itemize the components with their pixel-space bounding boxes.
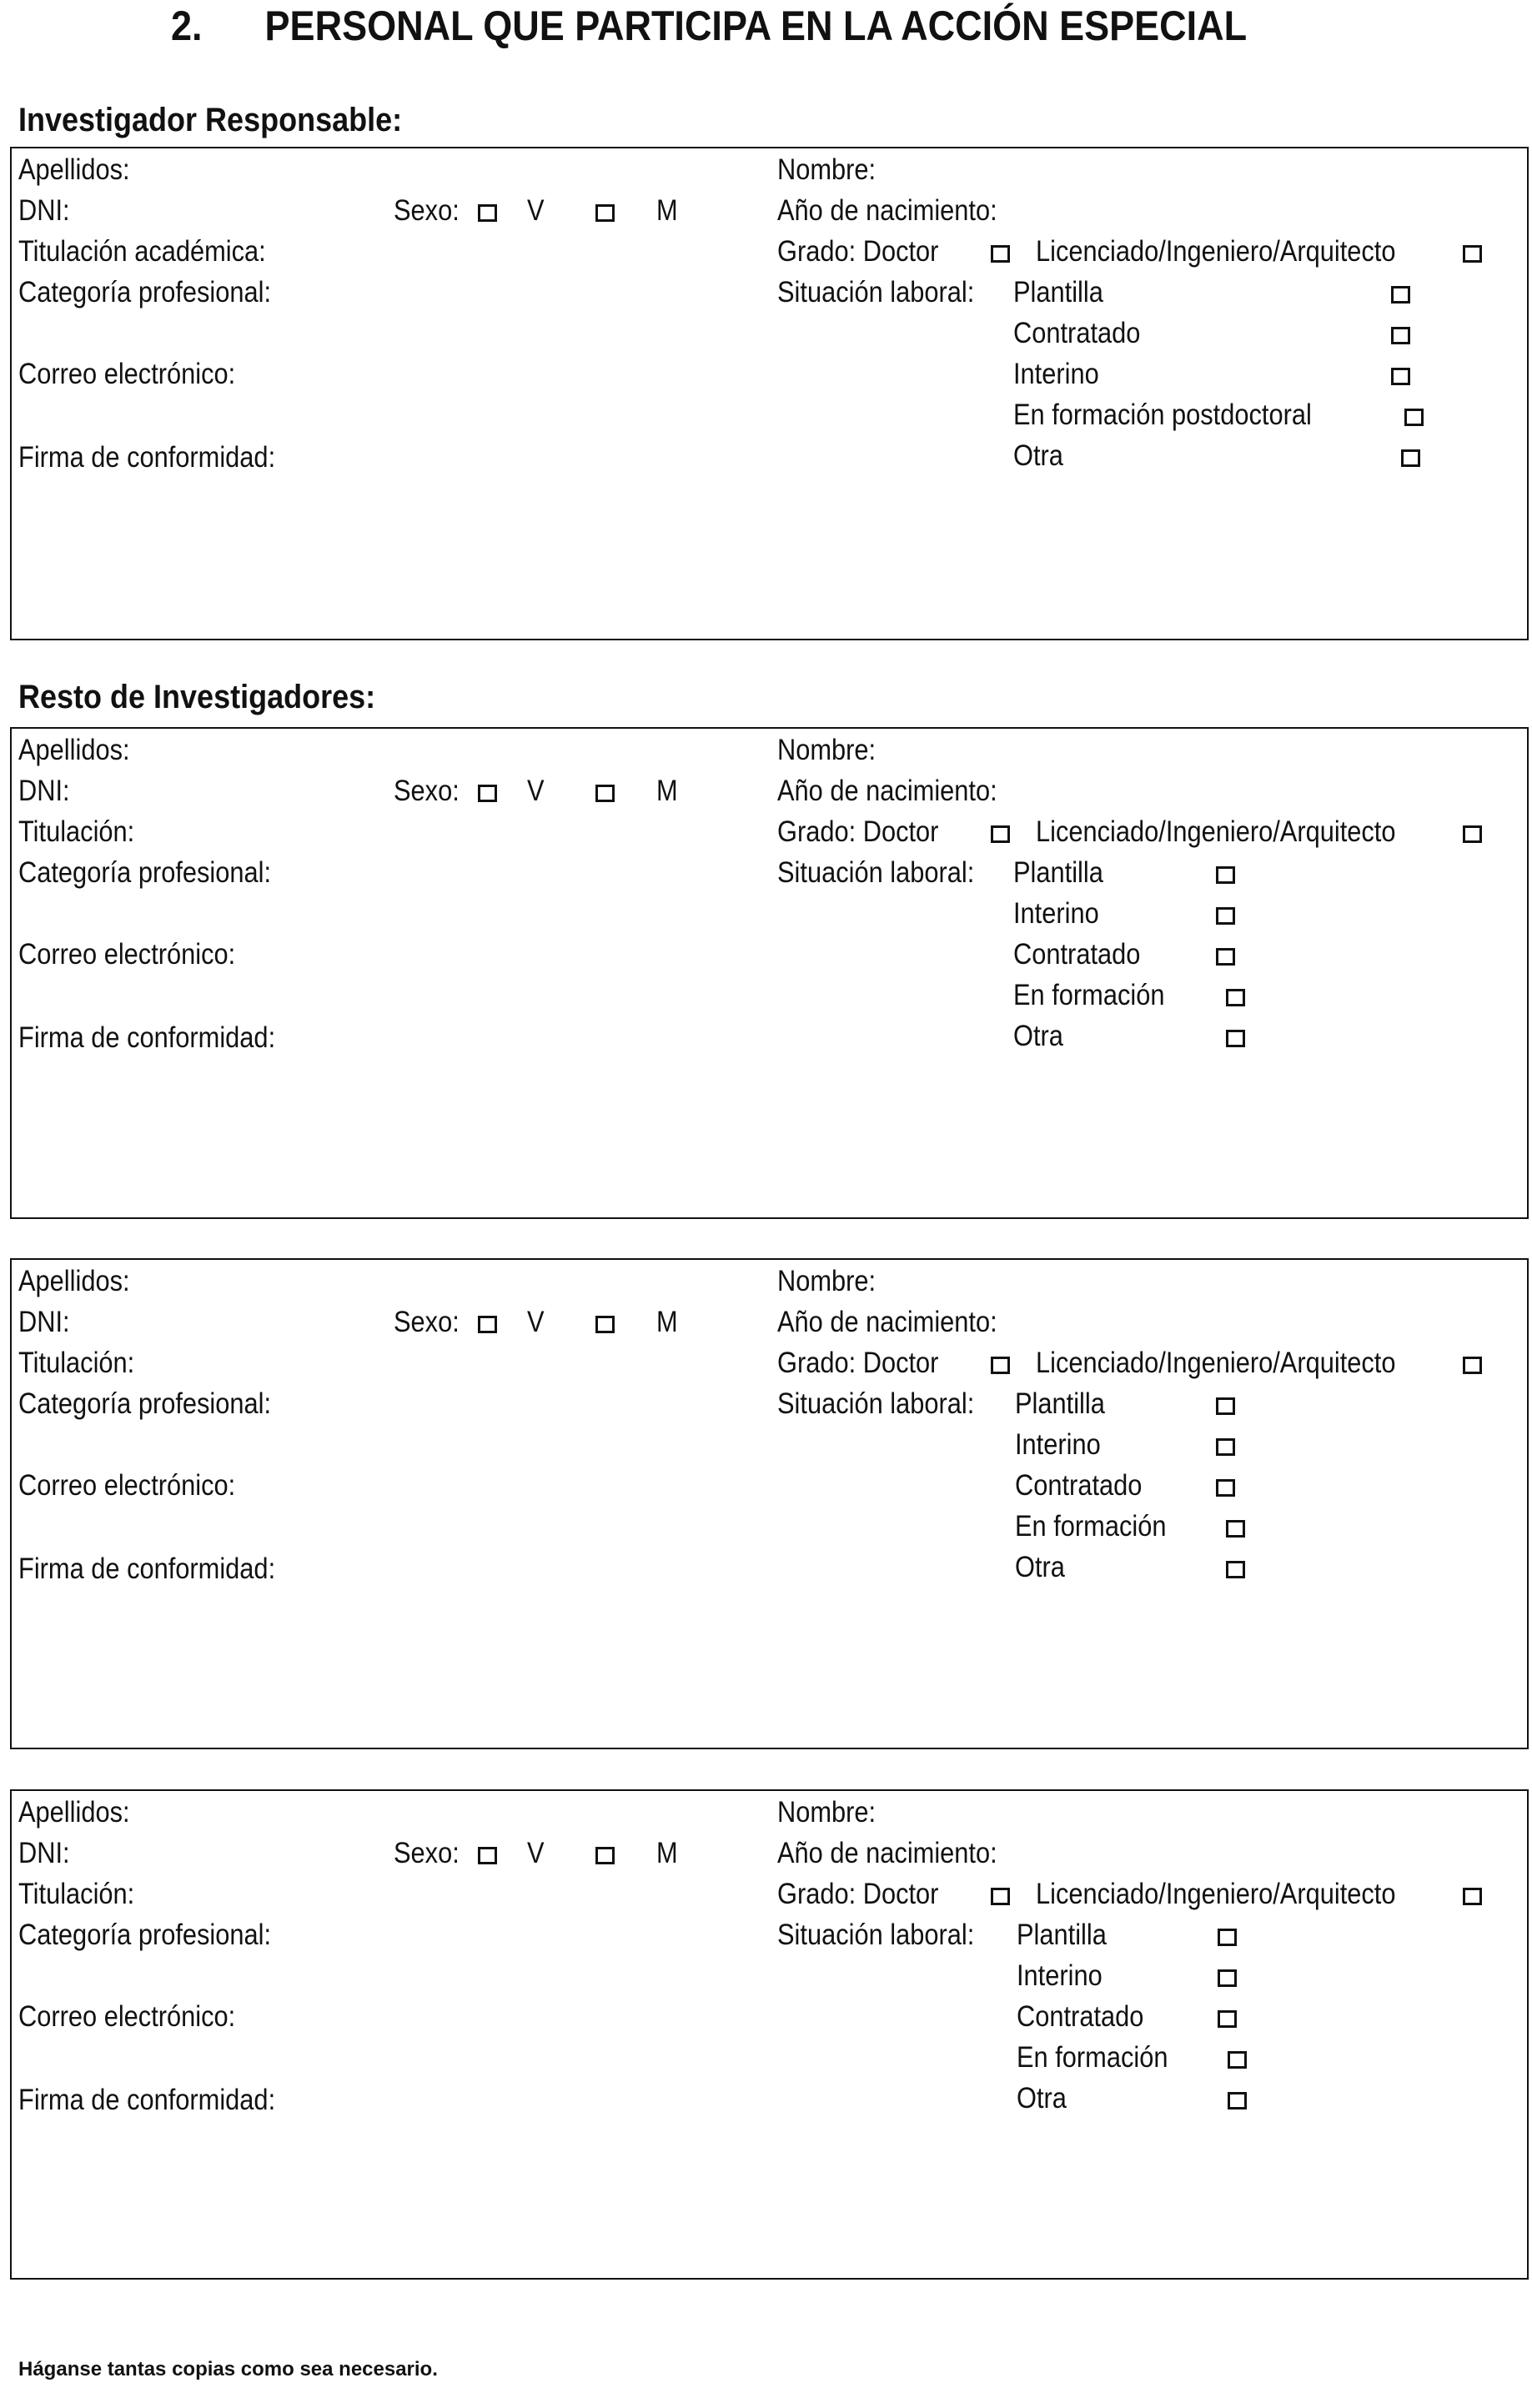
- situacion-option-checkbox[interactable]: [1216, 866, 1235, 884]
- sexo-label: Sexo:: [394, 194, 460, 227]
- grado-doctor-label: Grado: Doctor: [777, 1347, 939, 1379]
- correo-label: Correo electrónico:: [18, 1469, 236, 1502]
- situacion-option-label: Contratado: [1013, 317, 1141, 349]
- grado-licenciado-checkbox[interactable]: [1463, 825, 1482, 843]
- grado-doctor-checkbox[interactable]: [991, 1357, 1010, 1374]
- correo-label: Correo electrónico:: [18, 2000, 236, 2033]
- firma-label: Firma de conformidad:: [18, 441, 276, 474]
- dni-label: DNI:: [18, 194, 70, 227]
- situacion-option-checkbox[interactable]: [1228, 2092, 1247, 2110]
- anio-nacimiento-label: Año de nacimiento:: [777, 1306, 997, 1338]
- situacion-option-checkbox[interactable]: [1404, 409, 1424, 426]
- situacion-option-label: Plantilla: [1017, 1919, 1107, 1951]
- firma-label: Firma de conformidad:: [18, 1021, 276, 1054]
- situacion-option-checkbox[interactable]: [1228, 2051, 1247, 2069]
- situacion-option-label: Interino: [1017, 1959, 1103, 1992]
- categoria-label: Categoría profesional:: [18, 276, 272, 309]
- situacion-laboral-label: Situación laboral:: [777, 856, 975, 889]
- firma-label: Firma de conformidad:: [18, 1553, 276, 1585]
- situacion-option-label: Otra: [1017, 2082, 1067, 2115]
- situacion-option-checkbox[interactable]: [1391, 368, 1410, 385]
- grado-doctor-checkbox[interactable]: [991, 1888, 1010, 1905]
- grado-doctor-label: Grado: Doctor: [777, 815, 939, 848]
- situacion-option-checkbox[interactable]: [1226, 1030, 1245, 1047]
- nombre-label: Nombre:: [777, 1265, 877, 1297]
- sexo-label: Sexo:: [394, 775, 460, 807]
- apellidos-label: Apellidos:: [18, 153, 130, 186]
- grado-doctor-label: Grado: Doctor: [777, 1878, 939, 1910]
- situacion-option-checkbox[interactable]: [1218, 1929, 1237, 1946]
- dni-label: DNI:: [18, 1306, 70, 1338]
- situacion-option-checkbox[interactable]: [1216, 1397, 1235, 1415]
- situacion-option-label: Plantilla: [1013, 856, 1103, 889]
- dni-label: DNI:: [18, 775, 70, 807]
- page-title: 2. PERSONAL QUE PARTICIPA EN LA ACCIÓN ESPECIAL: [171, 3, 1248, 49]
- sexo-m-label: M: [656, 775, 678, 807]
- sexo-m-label: M: [656, 1837, 678, 1869]
- sexo-v-checkbox[interactable]: [478, 785, 497, 802]
- grado-licenciado-checkbox[interactable]: [1463, 1888, 1482, 1905]
- grado-licenciado-checkbox[interactable]: [1463, 1357, 1482, 1374]
- situacion-option-label: En formación: [1013, 979, 1165, 1011]
- personnel-form-box-4: [10, 1789, 1529, 2280]
- section-title-others: Resto de Investigadores:: [18, 679, 376, 715]
- situacion-option-checkbox[interactable]: [1226, 1520, 1245, 1538]
- situacion-option-label: Contratado: [1013, 938, 1141, 971]
- apellidos-label: Apellidos:: [18, 734, 130, 766]
- situacion-option-checkbox[interactable]: [1226, 989, 1245, 1006]
- sexo-v-checkbox[interactable]: [478, 1847, 497, 1864]
- situacion-option-label: Otra: [1015, 1551, 1065, 1583]
- sexo-v-label: V: [527, 194, 545, 227]
- sexo-label: Sexo:: [394, 1306, 460, 1338]
- anio-nacimiento-label: Año de nacimiento:: [777, 194, 997, 227]
- sexo-v-label: V: [527, 1306, 545, 1338]
- situacion-option-label: Contratado: [1017, 2000, 1144, 2033]
- dni-label: DNI:: [18, 1837, 70, 1869]
- sexo-m-checkbox[interactable]: [595, 1316, 615, 1333]
- sexo-v-label: V: [527, 775, 545, 807]
- titulacion-label: Titulación:: [18, 1347, 135, 1379]
- situacion-option-checkbox[interactable]: [1216, 1438, 1235, 1456]
- situacion-option-checkbox[interactable]: [1218, 1969, 1237, 1987]
- personnel-form-box-3: [10, 1258, 1529, 1749]
- categoria-label: Categoría profesional:: [18, 1919, 272, 1951]
- sexo-v-label: V: [527, 1837, 545, 1869]
- situacion-option-label: En formación: [1015, 1510, 1167, 1543]
- grado-licenciado-checkbox[interactable]: [1463, 245, 1482, 263]
- nombre-label: Nombre:: [777, 153, 877, 186]
- sexo-m-label: M: [656, 194, 678, 227]
- situacion-option-label: Contratado: [1015, 1469, 1143, 1502]
- sexo-m-checkbox[interactable]: [595, 785, 615, 802]
- grado-doctor-label: Grado: Doctor: [777, 235, 939, 268]
- titulacion-label: Titulación:: [18, 1878, 135, 1910]
- situacion-option-label: En formación postdoctoral: [1013, 399, 1312, 431]
- grado-doctor-checkbox[interactable]: [991, 825, 1010, 843]
- apellidos-label: Apellidos:: [18, 1796, 130, 1829]
- situacion-option-checkbox[interactable]: [1391, 327, 1410, 344]
- situacion-option-label: Plantilla: [1013, 276, 1103, 309]
- sexo-v-checkbox[interactable]: [478, 1316, 497, 1333]
- correo-label: Correo electrónico:: [18, 938, 236, 971]
- grado-licenciado-label: Licenciado/Ingeniero/Arquitecto: [1036, 1878, 1396, 1910]
- sexo-m-checkbox[interactable]: [595, 204, 615, 222]
- anio-nacimiento-label: Año de nacimiento:: [777, 775, 997, 807]
- situacion-option-checkbox[interactable]: [1216, 948, 1235, 966]
- categoria-label: Categoría profesional:: [18, 856, 272, 889]
- firma-label: Firma de conformidad:: [18, 2084, 276, 2116]
- situacion-option-checkbox[interactable]: [1216, 907, 1235, 925]
- situacion-option-label: En formación: [1017, 2041, 1168, 2074]
- situacion-laboral-label: Situación laboral:: [777, 1919, 975, 1951]
- titulacion-label: Titulación:: [18, 815, 135, 848]
- situacion-option-label: Otra: [1013, 1020, 1063, 1052]
- personnel-form-box-2: [10, 727, 1529, 1219]
- grado-doctor-checkbox[interactable]: [991, 245, 1010, 263]
- situacion-option-checkbox[interactable]: [1226, 1561, 1245, 1578]
- situacion-option-label: Otra: [1013, 439, 1063, 472]
- situacion-laboral-label: Situación laboral:: [777, 276, 975, 309]
- sexo-m-label: M: [656, 1306, 678, 1338]
- situacion-option-checkbox[interactable]: [1216, 1479, 1235, 1497]
- situacion-option-checkbox[interactable]: [1218, 2010, 1237, 2028]
- situacion-option-checkbox[interactable]: [1391, 286, 1410, 304]
- situacion-option-label: Interino: [1013, 358, 1099, 390]
- sexo-m-checkbox[interactable]: [595, 1847, 615, 1864]
- grado-licenciado-label: Licenciado/Ingeniero/Arquitecto: [1036, 235, 1396, 268]
- situacion-option-label: Plantilla: [1015, 1387, 1105, 1420]
- grado-licenciado-label: Licenciado/Ingeniero/Arquitecto: [1036, 815, 1396, 848]
- personnel-form-box-1: [10, 147, 1529, 640]
- sexo-label: Sexo:: [394, 1837, 460, 1869]
- section-title-responsible: Investigador Responsable:: [18, 102, 403, 138]
- grado-licenciado-label: Licenciado/Ingeniero/Arquitecto: [1036, 1347, 1396, 1379]
- footer-note: Háganse tantas copias como sea necesario.: [18, 2358, 438, 2380]
- situacion-laboral-label: Situación laboral:: [777, 1387, 975, 1420]
- situacion-option-label: Interino: [1015, 1428, 1101, 1461]
- categoria-label: Categoría profesional:: [18, 1387, 272, 1420]
- titulacion-label: Titulación académica:: [18, 235, 266, 268]
- nombre-label: Nombre:: [777, 1796, 877, 1829]
- situacion-option-label: Interino: [1013, 897, 1099, 930]
- correo-label: Correo electrónico:: [18, 358, 236, 390]
- apellidos-label: Apellidos:: [18, 1265, 130, 1297]
- situacion-option-checkbox[interactable]: [1401, 449, 1420, 467]
- nombre-label: Nombre:: [777, 734, 877, 766]
- anio-nacimiento-label: Año de nacimiento:: [777, 1837, 997, 1869]
- sexo-v-checkbox[interactable]: [478, 204, 497, 222]
